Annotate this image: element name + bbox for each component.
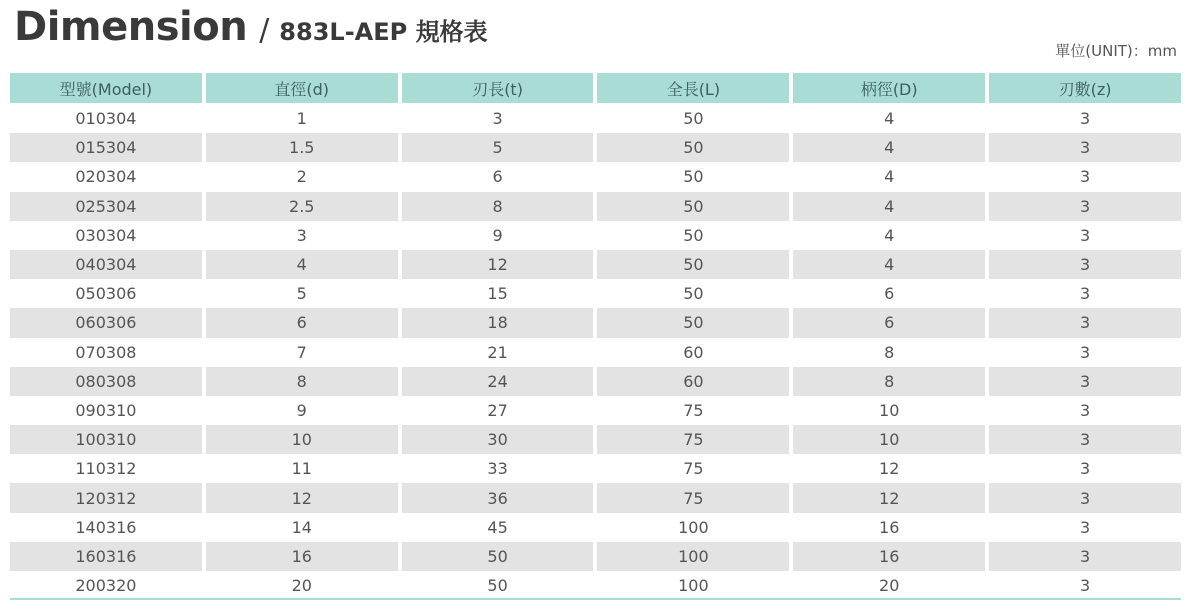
cell-diameter: 5 [296,284,307,304]
unit-note: 單位(UNIT)：mm [1055,42,1177,60]
cell-diameter: 4 [206,250,398,279]
cell-model: 090310 [75,400,137,420]
header-flute-length: 刃長(t) [402,73,594,103]
cell-flutes: 3 [1079,459,1091,479]
header-flutes: 刃數(z) [989,73,1181,103]
cell-model: 070308 [75,342,137,362]
cell-model: 015304 [10,133,202,162]
cell-model: 030304 [75,225,137,245]
cell-overall-length: 50 [683,167,704,187]
cell-flutes: 3 [1079,109,1091,129]
cell-shank-diameter: 6 [793,308,985,337]
cell-overall-length: 60 [683,342,704,362]
cell-model: 010304 [75,109,137,129]
table-row [10,221,1181,250]
cell-flute-length: 18 [402,308,594,337]
cell-overall-length: 50 [597,250,789,279]
cell-flutes: 3 [989,308,1181,337]
cell-overall-length: 75 [597,483,789,512]
cell-model: 200320 [75,576,137,596]
cell-overall-length: 50 [597,133,789,162]
cell-flute-length: 50 [487,576,508,596]
cell-overall-length: 100 [597,542,789,571]
cell-overall-length: 75 [683,459,704,479]
table-row [10,454,1181,483]
cell-diameter: 3 [296,225,307,245]
cell-model: 120312 [10,483,202,512]
cell-diameter: 2 [296,167,307,187]
cell-overall-length: 100 [678,517,709,537]
cell-flutes: 3 [1079,167,1091,187]
cell-shank-diameter: 4 [884,225,895,245]
cell-shank-diameter: 10 [879,400,900,420]
cell-shank-diameter: 4 [884,109,895,129]
cell-flute-length: 12 [402,250,594,279]
cell-flutes: 3 [989,425,1181,454]
header-overall-length: 全長(L) [597,73,789,103]
cell-flutes: 3 [989,483,1181,512]
table-body [10,104,1181,600]
cell-flutes: 3 [1079,225,1091,245]
cell-diameter: 10 [206,425,398,454]
cell-model: 025304 [10,192,202,221]
table-row [10,542,1181,571]
cell-overall-length: 75 [597,425,789,454]
table-bottom-rule [10,598,1181,600]
cell-diameter: 16 [206,542,398,571]
cell-shank-diameter: 12 [793,483,985,512]
cell-diameter: 1 [296,109,307,129]
cell-flute-length: 15 [487,284,508,304]
cell-overall-length: 50 [683,225,704,245]
cell-model: 020304 [75,167,137,187]
table-header-row [10,73,1181,103]
cell-diameter: 11 [291,459,312,479]
cell-shank-diameter: 4 [793,192,985,221]
table-row [10,483,1181,512]
cell-diameter: 12 [206,483,398,512]
cell-flutes: 3 [989,250,1181,279]
cell-flute-length: 27 [487,400,508,420]
cell-flutes: 3 [1079,342,1091,362]
page-title [14,4,488,50]
cell-shank-diameter: 16 [879,517,900,537]
cell-diameter: 7 [296,342,307,362]
cell-model: 100310 [10,425,202,454]
cell-flutes: 3 [989,133,1181,162]
cell-shank-diameter: 20 [879,576,900,596]
cell-diameter: 2.5 [206,192,398,221]
cell-overall-length: 50 [597,192,789,221]
cell-shank-diameter: 6 [884,284,895,304]
cell-shank-diameter: 8 [793,367,985,396]
cell-flute-length: 33 [487,459,508,479]
table-row [10,571,1181,600]
cell-model: 140316 [75,517,137,537]
cell-model: 040304 [10,250,202,279]
cell-overall-length: 75 [683,400,704,420]
cell-flute-length: 6 [492,167,503,187]
cell-overall-length: 60 [597,367,789,396]
cell-flute-length: 5 [402,133,594,162]
table-row [10,425,1181,454]
cell-flutes: 3 [1079,400,1091,420]
title-separator: / [259,13,270,48]
table-row [10,162,1181,191]
cell-flutes: 3 [1079,576,1091,596]
table-row [10,279,1181,308]
cell-overall-length: 50 [597,308,789,337]
cell-shank-diameter: 4 [884,167,895,187]
cell-diameter: 6 [206,308,398,337]
cell-diameter: 20 [291,576,312,596]
cell-shank-diameter: 8 [884,342,895,362]
cell-diameter: 8 [206,367,398,396]
header-model: 型號(Model) [10,73,202,103]
table-row [10,513,1181,542]
cell-overall-length: 50 [683,284,704,304]
table-row [10,104,1181,133]
table-row [10,367,1181,396]
table-row [10,308,1181,337]
cell-flute-length: 45 [487,517,508,537]
table-row [10,250,1181,279]
cell-flutes: 3 [1079,284,1091,304]
cell-overall-length: 50 [683,109,704,129]
cell-model: 160316 [10,542,202,571]
cell-flute-length: 21 [487,342,508,362]
cell-model: 050306 [75,284,137,304]
cell-shank-diameter: 10 [793,425,985,454]
cell-shank-diameter: 16 [793,542,985,571]
dimension-table [10,73,1181,600]
cell-overall-length: 100 [678,576,709,596]
table-row [10,338,1181,367]
title-main: Dimension [14,4,248,50]
cell-flute-length: 30 [402,425,594,454]
cell-shank-diameter: 4 [793,133,985,162]
cell-flutes: 3 [989,192,1181,221]
cell-flutes: 3 [989,542,1181,571]
cell-model: 110312 [75,459,137,479]
cell-shank-diameter: 4 [793,250,985,279]
cell-shank-diameter: 12 [879,459,900,479]
cell-flutes: 3 [1079,517,1091,537]
cell-model: 060306 [10,308,202,337]
cell-model: 080308 [10,367,202,396]
header-shank-diameter: 柄徑(D) [793,73,985,103]
cell-flute-length: 24 [402,367,594,396]
cell-flute-length: 50 [402,542,594,571]
cell-flute-length: 36 [402,483,594,512]
header-diameter: 直徑(d) [206,73,398,103]
table-row [10,396,1181,425]
table-row [10,133,1181,162]
cell-flute-length: 9 [492,225,503,245]
cell-diameter: 1.5 [206,133,398,162]
cell-flutes: 3 [989,367,1181,396]
title-subtitle: 883L-AEP 規格表 [279,18,488,46]
table-row [10,192,1181,221]
cell-diameter: 9 [296,400,307,420]
cell-diameter: 14 [291,517,312,537]
cell-flute-length: 8 [402,192,594,221]
cell-flute-length: 3 [492,109,503,129]
